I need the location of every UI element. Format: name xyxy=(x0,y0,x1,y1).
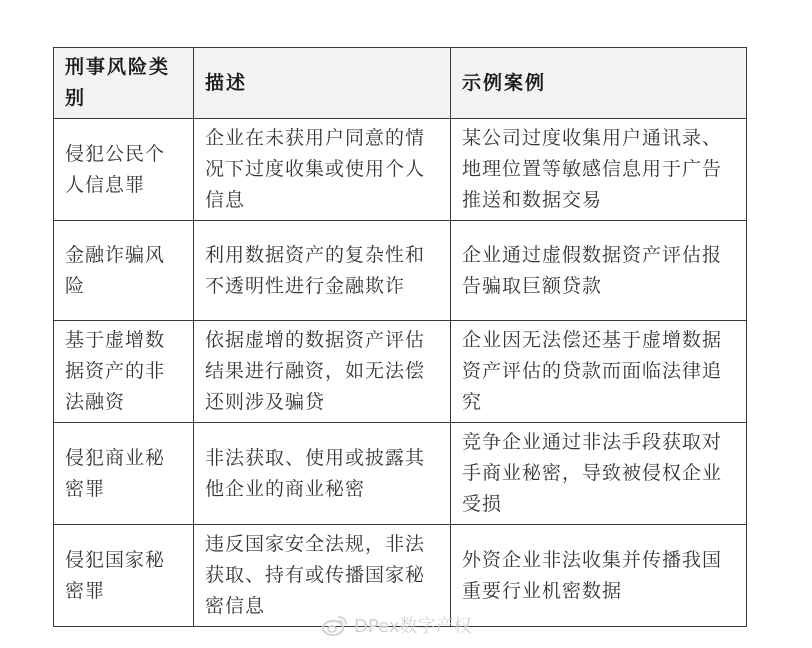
cell-example: 某公司过度收集用户通讯录、地理位置等敏感信息用于广告推送和数据交易 xyxy=(451,119,747,221)
header-example: 示例案例 xyxy=(451,48,747,119)
criminal-risk-table xyxy=(53,47,747,627)
watermark xyxy=(322,612,471,638)
cell-category: 侵犯公民个人信息罪 xyxy=(54,119,194,221)
cell-category: 金融诈骗风险 xyxy=(54,221,194,321)
cell-description: 利用数据资产的复杂性和不透明性进行金融欺诈 xyxy=(194,221,451,321)
cell-example: 企业因无法偿还基于虚增数据资产评估的贷款而面临法律追究 xyxy=(451,321,747,423)
table-row xyxy=(54,221,747,321)
weibo-icon xyxy=(322,614,348,636)
cell-example: 竞争企业通过非法手段获取对手商业秘密，导致被侵权企业受损 xyxy=(451,423,747,525)
table-row xyxy=(54,119,747,221)
table-header-row xyxy=(54,48,747,119)
cell-description: 违反国家安全法规，非法获取、持有或传播国家秘密信息 xyxy=(194,525,451,627)
cell-description: 依据虚增的数据资产评估结果进行融资，如无法偿还则涉及骗贷 xyxy=(194,321,451,423)
cell-category: 基于虚增数据资产的非法融资 xyxy=(54,321,194,423)
cell-example: 外资企业非法收集并传播我国重要行业机密数据 xyxy=(451,525,747,627)
header-category: 刑事风险类别 xyxy=(54,48,194,119)
table-row xyxy=(54,423,747,525)
watermark-text: DPex数字产权 xyxy=(354,616,472,637)
cell-category: 侵犯国家秘密罪 xyxy=(54,525,194,627)
cell-description: 非法获取、使用或披露其他企业的商业秘密 xyxy=(194,423,451,525)
cell-description: 企业在未获用户同意的情况下过度收集或使用个人信息 xyxy=(194,119,451,221)
table-row xyxy=(54,321,747,423)
header-description: 描述 xyxy=(194,48,451,119)
cell-category: 侵犯商业秘密罪 xyxy=(54,423,194,525)
cell-example: 企业通过虚假数据资产评估报告骗取巨额贷款 xyxy=(451,221,747,321)
